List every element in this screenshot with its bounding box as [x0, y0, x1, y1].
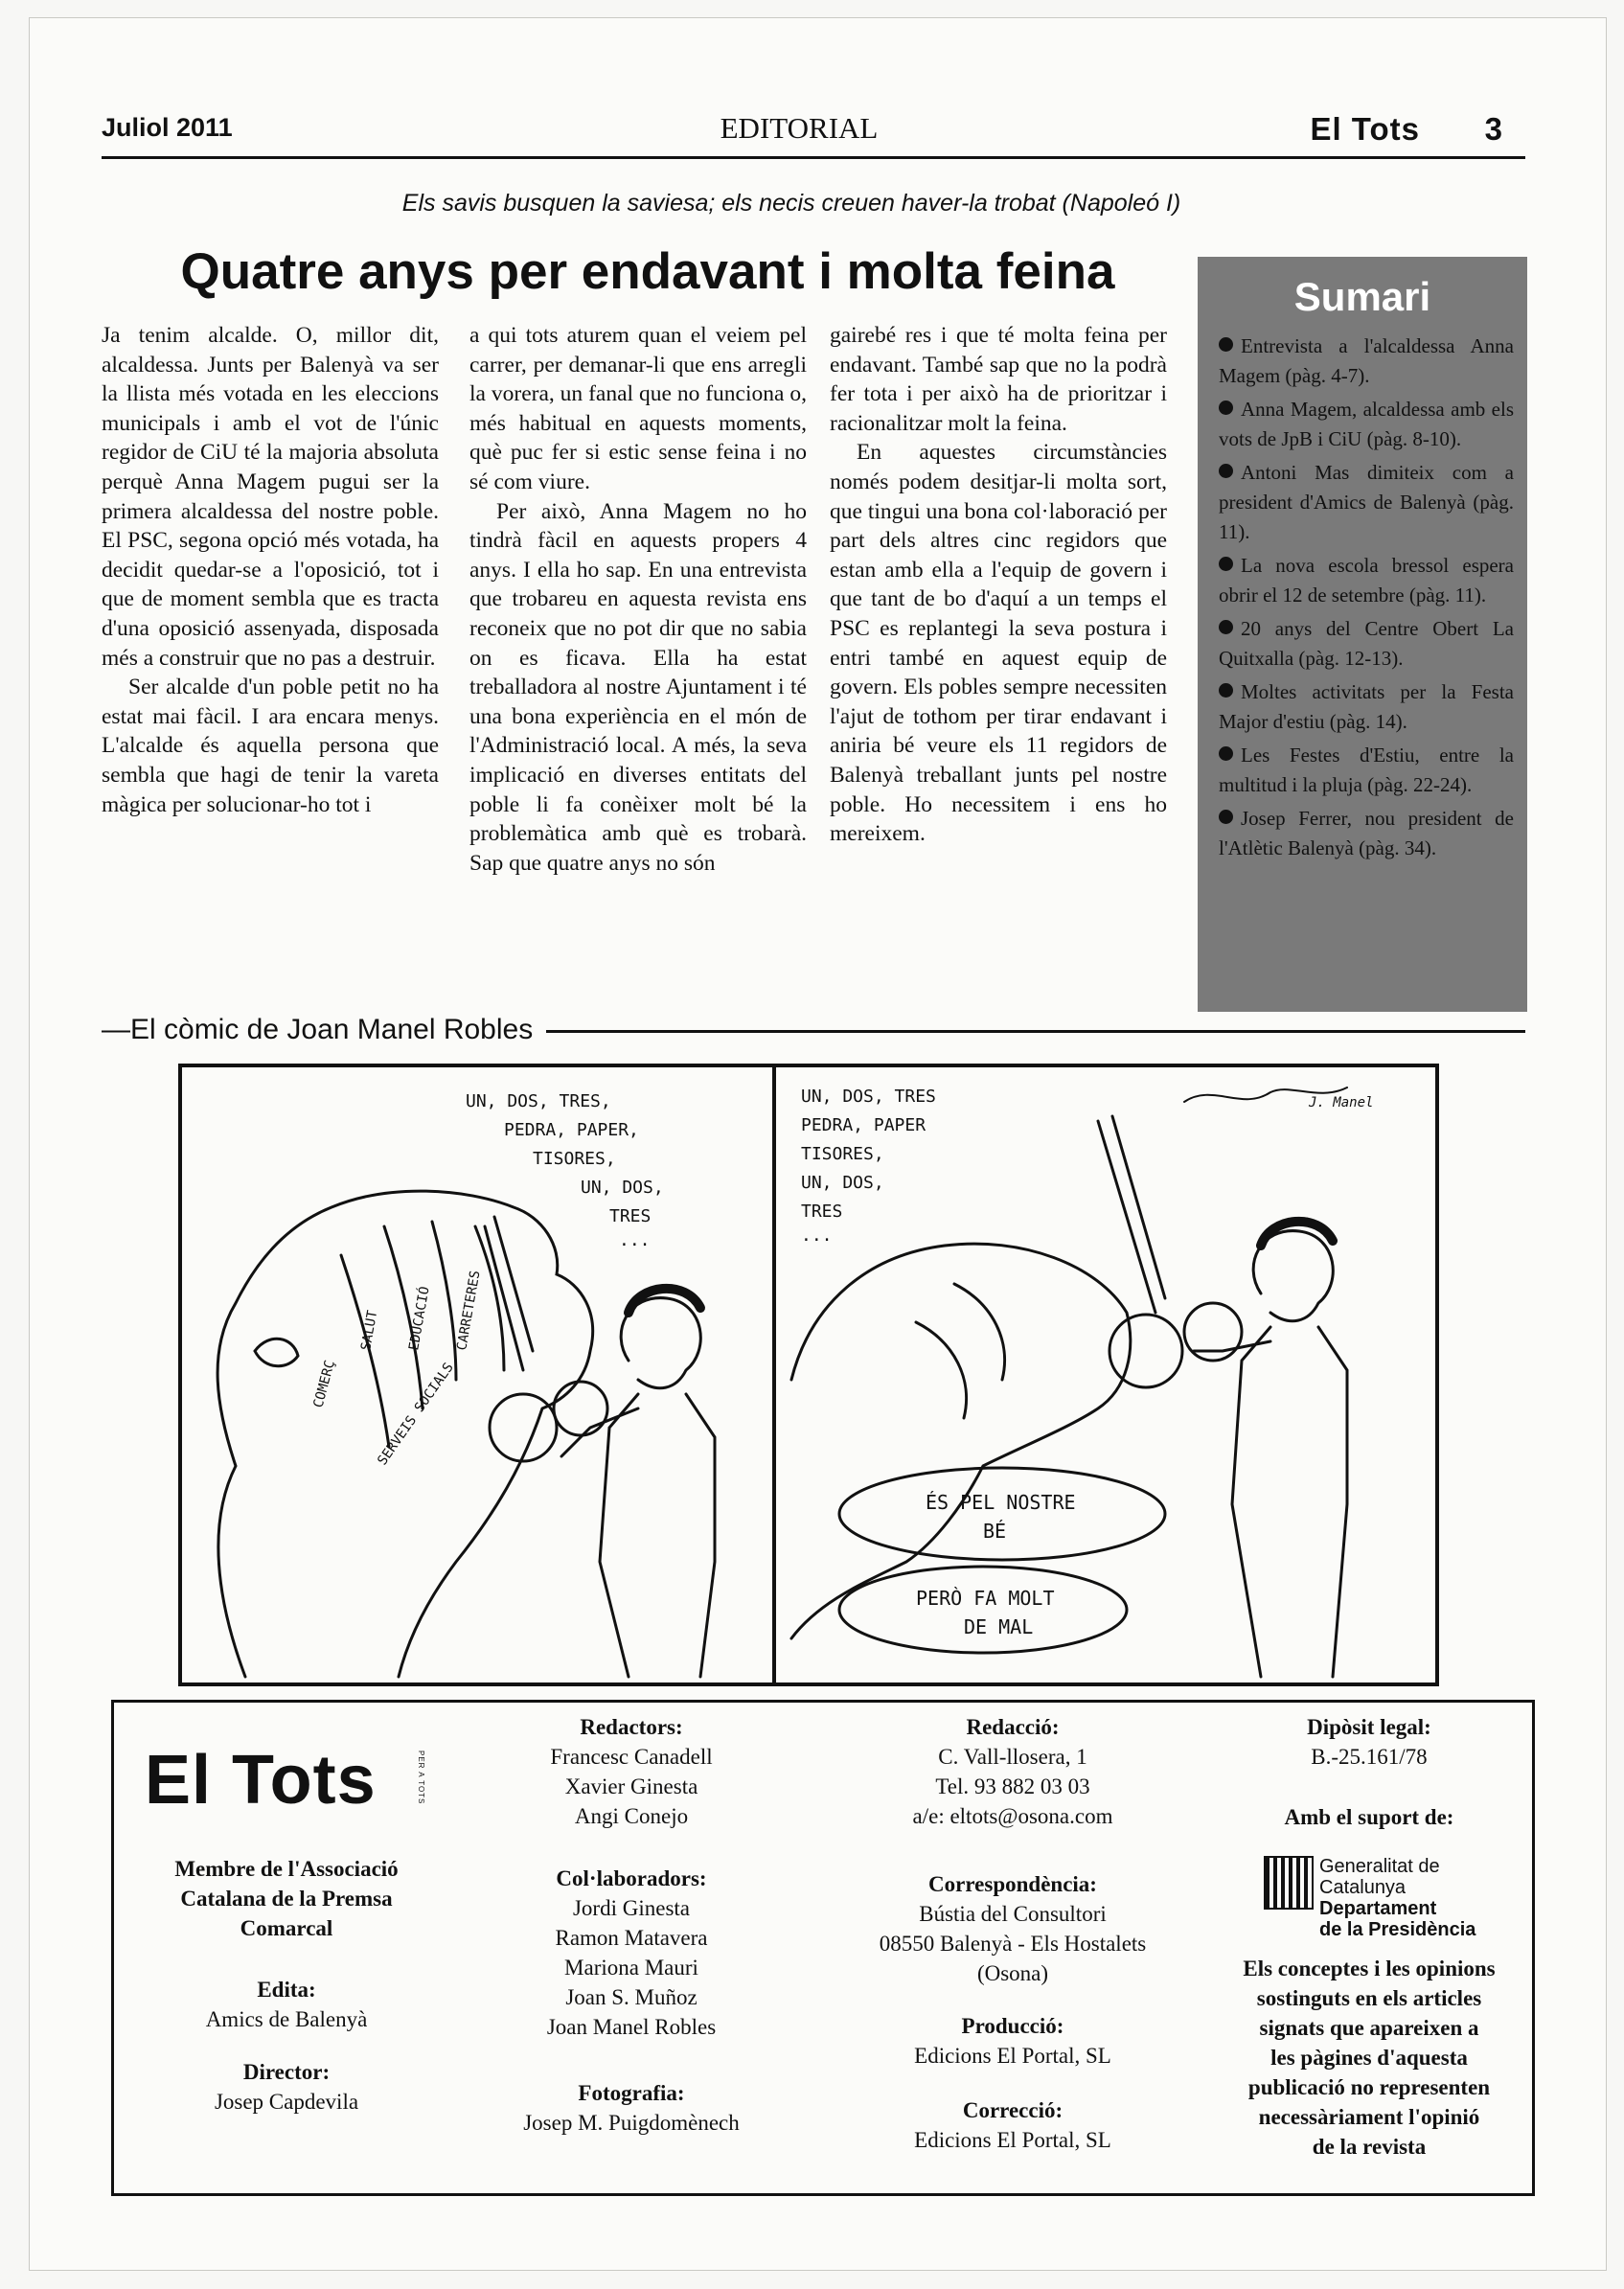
finger-label: SERVEIS SOCIALS — [375, 1360, 457, 1469]
legal-deposit-block: Dipòsit legal: B.-25.161/78 — [1307, 1715, 1431, 1769]
logo-tagline: PER A TOTS — [417, 1751, 425, 1805]
article-column-3 — [830, 321, 1167, 849]
summary-item: Anna Magem, alcaldessa amb els vots de JpB i CiU (pàg. 8-10). — [1219, 398, 1514, 450]
finger-label: COMERÇ — [310, 1359, 338, 1410]
masthead-footer — [111, 1700, 1535, 2196]
generalitat-logo: Generalitat de Catalunya Departament de la Presidència — [1264, 1856, 1513, 1913]
speech-line: UN, DOS, TRES, — [466, 1091, 611, 1111]
support-title: Amb el suport de: — [1284, 1805, 1454, 1829]
editors-block: Redactors: Francesc Canadell Xavier Ginesta Angi Conejo — [550, 1715, 713, 1828]
publication-logo: El Tots — [145, 1742, 377, 1819]
collaborators-block: Col·laboradors: Jordi Ginesta Ramon Matavera Mariona Mauri Joan S. Muñoz Joan Manel Robles — [546, 1866, 717, 2039]
finger-label: CARRETERES — [454, 1269, 484, 1352]
comic-signature: J. Manel — [1309, 1095, 1374, 1110]
membership-block: Membre de l'Associació Catalana de la Premsa Comarcal — [174, 1857, 399, 1940]
summary-item: Antoni Mas dimiteix com a president d'Amics de Balenyà (pàg. 11). — [1219, 461, 1514, 543]
header-rule — [102, 156, 1525, 159]
finger-label: SALUT — [358, 1309, 381, 1352]
photography-block: Fotografia: Josep M. Puigdomènech — [523, 2081, 740, 2135]
editorial-headline: Quatre anys per endavant i molta feina — [180, 243, 1115, 300]
bullet-icon — [1219, 746, 1233, 761]
bullet-icon — [1219, 683, 1233, 698]
article-column-1 — [102, 321, 439, 819]
speech-line: TISORES, — [801, 1144, 884, 1164]
publisher-block: Edita: Amics de Balenyà — [205, 1978, 368, 2031]
speech-line: UN, DOS, TRES — [801, 1087, 936, 1107]
bubble-line: PERÒ FA MOLT — [916, 1587, 1055, 1610]
speech-line: TRES — [609, 1206, 652, 1226]
bullet-icon — [1219, 401, 1233, 415]
paragraph: Per això, Anna Magem no ho tindrà fàcil en aquests propers 4 anys. I ella ho sap. En una entrevista que trobareu en aquesta revista ens reconeix que no pot dir que no sabia on es ficava. Ella ha estat treballadora al nostre Ajuntament i té una bona experiència en el món de l'Administració local. A més, la seva implicació en diverses entitats del poble li fa conèixer molt bé la problemàtica amb què es trobarà. Sap que quatre anys no són — [469, 498, 807, 876]
bubble-line: ÉS PEL NOSTRE — [926, 1491, 1076, 1514]
speech-line: PEDRA, PAPER, — [504, 1120, 639, 1140]
production-block: Producció: Edicions El Portal, SL — [914, 2014, 1111, 2068]
proofreading-block: Correcció: Edicions El Portal, SL — [914, 2098, 1111, 2152]
article-column-2 — [469, 321, 807, 878]
correspondence-block: Correspondència: Bústia del Consultori 08550 Balenyà - Els Hostalets (Osona) — [879, 1872, 1147, 1985]
speech-line: UN, DOS, — [581, 1178, 664, 1198]
issue-date: Juliol 2011 — [102, 113, 233, 142]
editorial-office-block: Redacció: C. Vall-llosera, 1 Tel. 93 882 03 03 a/e: eltots@osona.com — [912, 1715, 1113, 1828]
summary-box — [1198, 257, 1527, 1012]
speech-line: PEDRA, PAPER — [801, 1115, 926, 1135]
page-number: 3 — [1484, 111, 1502, 147]
bullet-icon — [1219, 464, 1233, 478]
paragraph: Ser alcalde d'un poble petit no ha estat mai fàcil. I ara encara menys. L'alcalde és aquella persona que sembla que hagi de tenir la vareta màgica per solucionar-ho tot i — [102, 675, 439, 817]
finger-label: EDUCACIÓ — [406, 1285, 433, 1352]
summary-item: Josep Ferrer, nou president de l'Atlètic Balenyà (pàg. 34). — [1219, 807, 1514, 859]
speech-line: UN, DOS, — [801, 1173, 884, 1193]
bubble-line: BÉ — [983, 1520, 1007, 1543]
summary-item: 20 anys del Centre Obert La Quitxalla (pàg. 12-13). — [1219, 617, 1514, 670]
speech-ellipsis: ... — [801, 1225, 833, 1246]
bubble-line: DE MAL — [964, 1615, 1034, 1638]
bullet-icon — [1219, 337, 1233, 352]
summary-item: Entrevista a l'alcaldessa Anna Magem (pàg. 4-7). — [1219, 334, 1514, 387]
speech-line: TISORES, — [533, 1149, 616, 1169]
paragraph: Ja tenim alcalde. O, millor dit, alcaldessa. Junts per Balenyà va ser la llista més votada en les eleccions municipals i amb el vot de l'únic regidor de CiU té la majoria absoluta perquè Anna Magem pugui ser la primera alcaldessa del nostre poble. El PSC, segona opció més votada, ha decidit quedar-se a l'oposició, tot i que de moment sembla que es tracta d'una oposició assenyada, disposada més a construir que no pas a destruir. — [102, 323, 439, 671]
summary-item: La nova escola bressol espera obrir el 12 de setembre (pàg. 11). — [1219, 554, 1514, 607]
speech-ellipsis: ... — [619, 1230, 651, 1250]
comic-strip — [178, 1064, 1439, 1686]
speech-line: TRES — [801, 1202, 843, 1222]
director-block: Director: Josep Capdevila — [214, 2060, 359, 2114]
paragraph: En aquestes circumstàncies només podem desitjar-li molta sort, que tingui una bona col·laboració per part dels altres cinc regidors que estan amb ella a l'equip de govern i que tant de bo d'aquí a un temps el PSC es replantegi la seva postura i entri també en aquest equip de govern. Els pobles sempre necessiten l'ajut de tothom per tirar endavant i aniria bé veure els 11 regidors de Balenyà treballant junts pel nostre poble. Ho necessitem i ens ho mereixem. — [830, 440, 1167, 847]
epigraph-quote: Els savis busquen la saviesa; els necis creuen haver-la trobat (Napoleó I) — [401, 190, 1181, 217]
summary-item: Les Festes d'Estiu, entre la multitud i la pluja (pàg. 22-24). — [1219, 744, 1514, 796]
paragraph: a qui tots aturem quan el veiem pel carrer, per demanar-li que ens arregli la vorera, un fanal que no funciona o, més habitual en aquests moments, què puc fer si estic sense feina i no sé com viure. — [469, 323, 807, 494]
generalitat-emblem-icon — [1264, 1856, 1314, 1910]
bullet-icon — [1219, 557, 1233, 571]
publication-name: El Tots — [1310, 111, 1420, 147]
summary-title: Sumari — [1293, 274, 1431, 319]
section-title: EDITORIAL — [720, 111, 879, 145]
summary-item: Moltes activitats per la Festa Major d'estiu (pàg. 14). — [1219, 680, 1514, 733]
disclaimer-block: Els conceptes i les opinions sostinguts en els articles signats que apareixen a les pàgines d'aquesta publicació no representen necessàriament l'opinió de la revista — [1243, 1957, 1496, 2159]
bullet-icon — [1219, 620, 1233, 634]
page-header — [73, 111, 1525, 149]
bullet-icon — [1219, 810, 1233, 824]
summary-list — [1198, 332, 1527, 863]
comic-title: —El còmic de Joan Manel Robles — [102, 1014, 546, 1046]
paragraph: gairebé res i que té molta feina per endavant. També sap que no la podrà fer tota i per això ha de prioritzar i racionalitzar molt la feina. — [830, 323, 1167, 436]
